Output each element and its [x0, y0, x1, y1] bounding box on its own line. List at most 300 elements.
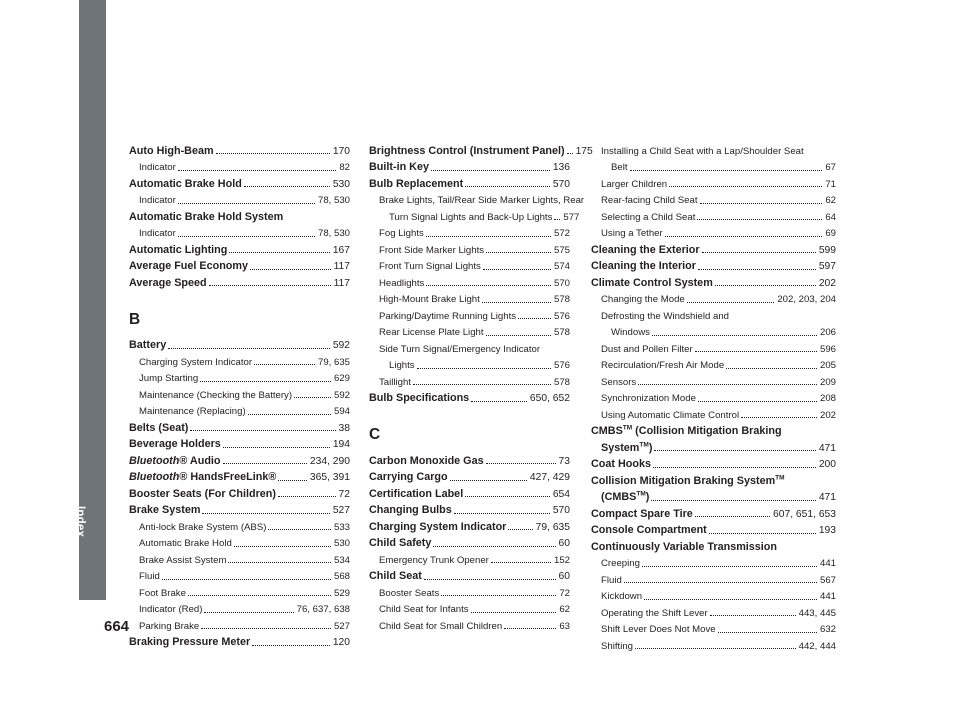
entry-page-ref: 73 — [558, 455, 570, 467]
entry-label: Coat Hooks — [591, 458, 651, 470]
leader-dots — [669, 186, 822, 187]
entry-label: Bluetooth® HandsFreeLink® — [129, 471, 277, 483]
entry-page-ref: 650, 652 — [529, 393, 570, 404]
leader-dots — [248, 414, 331, 415]
entry-page-ref: 607, 651, 653 — [773, 508, 836, 520]
entry-label: Indicator — [139, 228, 176, 239]
entry-label: Child Seat — [369, 570, 422, 582]
entry-label: Emergency Trunk Opener — [379, 554, 489, 566]
index-column-3 — [591, 140, 836, 652]
entry-label: Shift Lever Does Not Move — [601, 624, 716, 635]
entry-label: Climate Control System — [591, 276, 713, 289]
index-entry — [129, 582, 350, 599]
entry-page-ref: 578 — [553, 376, 570, 388]
index-entry — [591, 635, 836, 652]
index-entry — [369, 533, 570, 550]
leader-dots — [508, 529, 532, 530]
leader-dots — [483, 269, 551, 270]
index-entry — [591, 223, 836, 240]
leader-dots — [718, 632, 817, 633]
leader-dots — [638, 384, 817, 385]
leader-dots — [201, 628, 331, 629]
entry-page-ref: 427, 429 — [529, 472, 570, 483]
entry-page-ref: 534 — [333, 554, 350, 566]
leader-dots — [228, 562, 331, 563]
index-entry — [129, 140, 350, 157]
entry-label: Collision Mitigation Braking System™ — [591, 473, 785, 487]
entry-page-ref: 234, 290 — [309, 455, 350, 467]
entry-page-ref: 527 — [332, 505, 350, 516]
entry-label: Continuously Variable Transmission — [591, 540, 777, 553]
entry-label: Fluid — [139, 571, 160, 582]
index-entry — [591, 553, 836, 570]
index-entry — [591, 190, 836, 207]
index-entry — [591, 586, 836, 603]
entry-label: Average Speed — [129, 276, 207, 289]
leader-dots — [518, 318, 551, 319]
index-entry — [591, 173, 836, 190]
entry-label: Taillight — [379, 376, 411, 388]
index-entry — [591, 404, 836, 421]
entry-page-ref: 209 — [819, 376, 836, 388]
entry-page-ref: 205 — [819, 360, 836, 371]
entry-page-ref: 202 — [818, 277, 836, 289]
entry-page-ref: 471 — [818, 492, 836, 503]
index-entry — [591, 388, 836, 405]
entry-page-ref: 64 — [825, 211, 836, 223]
index-entry — [369, 500, 570, 517]
entry-label: Turn Signal Lights and Back-Up Lights — [389, 211, 553, 223]
entry-label: Bulb Replacement — [369, 177, 464, 190]
index-entry — [591, 239, 836, 256]
leader-dots — [504, 628, 556, 629]
leader-dots — [204, 612, 293, 613]
leader-dots — [216, 153, 330, 154]
index-entry — [129, 434, 350, 451]
entry-page-ref: 654 — [552, 488, 570, 500]
index-entry — [591, 140, 836, 157]
entry-label: Compact Spare Tire — [591, 507, 693, 520]
leader-dots — [465, 496, 550, 497]
leader-dots — [190, 430, 335, 431]
entry-page-ref: 67 — [825, 162, 836, 173]
entry-page-ref: 575 — [553, 244, 570, 256]
entry-label: Child Safety — [369, 537, 432, 549]
leader-dots — [741, 417, 817, 418]
entry-label: Child Seat for Small Children — [379, 620, 503, 632]
entry-label: Front Turn Signal Lights — [379, 261, 481, 272]
entry-page-ref: 570 — [552, 505, 570, 516]
leader-dots — [223, 447, 330, 448]
index-entry — [369, 206, 580, 223]
entry-label: Belts (Seat) — [129, 421, 189, 434]
entry-page-ref: 62 — [559, 604, 570, 615]
entry-page-ref: 60 — [558, 571, 570, 582]
entry-page-ref: 530 — [332, 178, 350, 190]
entry-page-ref: 578 — [553, 327, 570, 338]
entry-page-ref: 527 — [333, 620, 350, 632]
index-entry — [129, 566, 350, 583]
leader-dots — [698, 401, 817, 402]
entry-label: Rear License Plate Light — [379, 327, 484, 338]
entry-label: Indicator (Red) — [139, 604, 203, 615]
index-entry — [369, 190, 585, 207]
index-entry — [129, 157, 350, 174]
index-entry — [591, 289, 836, 306]
entry-page-ref: 167 — [332, 244, 350, 256]
leader-dots — [654, 450, 815, 451]
entry-label: Auto High-Beam — [129, 144, 214, 157]
entry-label: Fluid — [601, 574, 622, 586]
entry-page-ref: 69 — [825, 228, 836, 239]
entry-page-ref: 136 — [552, 162, 570, 173]
entry-label: Certification Label — [369, 487, 464, 500]
entry-page-ref: 572 — [553, 228, 570, 239]
index-entry — [369, 615, 570, 632]
index-entry — [591, 157, 836, 174]
index-entry — [369, 305, 570, 322]
entry-label: Automatic Lighting — [129, 243, 228, 256]
leader-dots — [250, 269, 331, 270]
entry-page-ref: 60 — [558, 538, 570, 549]
entry-page-ref: 78, 530 — [317, 195, 350, 206]
entry-label: Operating the Shift Lever — [601, 607, 708, 619]
index-entry — [129, 173, 350, 190]
entry-page-ref: 441 — [819, 591, 836, 602]
leader-dots — [665, 236, 823, 237]
entry-page-ref: 82 — [339, 162, 350, 173]
entry-page-ref: 568 — [333, 571, 350, 582]
leader-dots — [424, 579, 556, 580]
index-entry — [369, 157, 570, 174]
leader-dots — [209, 285, 331, 286]
index-entry — [591, 437, 836, 454]
entry-label: Anti-lock Brake System (ABS) — [139, 521, 267, 533]
entry-page-ref: 471 — [818, 442, 836, 454]
leader-dots — [178, 236, 315, 237]
index-entry — [369, 371, 570, 388]
entry-page-ref: 79, 635 — [535, 521, 570, 533]
index-entry — [591, 206, 836, 223]
entry-label: Brightness Control (Instrument Panel) — [369, 144, 565, 157]
entry-label: Automatic Brake Hold System — [129, 210, 284, 223]
leader-dots — [653, 467, 816, 468]
index-entry — [129, 500, 350, 517]
leader-dots — [278, 496, 336, 497]
entry-label: Carbon Monoxide Gas — [369, 454, 484, 467]
leader-dots — [486, 252, 551, 253]
entry-label: Changing the Mode — [601, 294, 685, 305]
entry-label: Dust and Pollen Filter — [601, 343, 693, 355]
entry-label: Parking/Daytime Running Lights — [379, 310, 517, 322]
entry-page-ref: 79, 635 — [317, 356, 350, 368]
entry-label: (CMBS™) — [601, 490, 650, 503]
leader-dots — [726, 368, 817, 369]
entry-label: Braking Pressure Meter — [129, 636, 251, 648]
entry-page-ref: 594 — [333, 406, 350, 417]
index-entry — [591, 503, 836, 520]
entry-label: Kickdown — [601, 591, 643, 602]
entry-label: Foot Brake — [139, 587, 186, 599]
index-entry — [129, 599, 350, 616]
leader-dots — [715, 285, 816, 286]
index-entry — [369, 599, 570, 616]
entry-page-ref: 202, 203, 204 — [777, 294, 836, 305]
index-entry — [369, 173, 570, 190]
entry-page-ref: 120 — [332, 637, 350, 648]
index-entry — [369, 322, 570, 339]
index-entry — [369, 467, 570, 484]
leader-dots — [252, 645, 330, 646]
index-entry — [129, 351, 350, 368]
entry-label: Jump Starting — [139, 373, 199, 384]
leader-dots — [695, 351, 817, 352]
entry-label: Installing a Child Seat with a Lap/Shoulder Seat — [601, 145, 804, 157]
leader-dots — [268, 529, 331, 530]
leader-dots — [234, 546, 331, 547]
entry-page-ref: 365, 391 — [309, 472, 350, 483]
leader-dots — [644, 599, 817, 600]
leader-dots — [431, 170, 550, 171]
leader-dots — [554, 219, 560, 220]
leader-dots — [698, 269, 816, 270]
entry-page-ref: 38 — [338, 422, 350, 434]
index-entry — [129, 384, 350, 401]
leader-dots — [426, 285, 551, 286]
entry-page-ref: 78, 530 — [317, 228, 350, 239]
index-entry — [591, 536, 836, 553]
entry-label: Indicator — [139, 162, 176, 173]
entry-label: Fog Lights — [379, 228, 424, 239]
index-entry — [129, 256, 350, 273]
entry-label: Side Turn Signal/Emergency Indicator — [379, 343, 541, 355]
index-entry — [129, 401, 350, 418]
entry-page-ref: 63 — [559, 620, 570, 632]
index-entry — [369, 483, 570, 500]
index-entry — [591, 421, 836, 438]
index-entry — [369, 256, 570, 273]
leader-dots — [223, 463, 307, 464]
index-entry — [591, 371, 836, 388]
index-entry — [591, 305, 836, 322]
leader-dots — [471, 612, 557, 613]
leader-dots — [178, 203, 315, 204]
entry-page-ref: 592 — [333, 389, 350, 401]
leader-dots — [709, 533, 816, 534]
leader-dots — [433, 546, 555, 547]
entry-page-ref: 592 — [332, 340, 350, 351]
leader-dots — [651, 500, 815, 501]
entry-page-ref: 442, 444 — [798, 640, 836, 652]
leader-dots — [700, 203, 823, 204]
entry-page-ref: 597 — [818, 261, 836, 272]
entry-label: Shifting — [601, 640, 633, 652]
leader-dots — [441, 595, 556, 596]
page-number: 664 — [104, 618, 130, 635]
entry-page-ref: 175 — [575, 145, 593, 157]
entry-page-ref: 574 — [553, 261, 570, 272]
entry-label: Synchronization Mode — [601, 393, 696, 404]
index-entry — [129, 335, 350, 352]
index-entry — [591, 355, 836, 372]
entry-label: Bulb Specifications — [369, 392, 470, 404]
entry-page-ref: 529 — [333, 587, 350, 599]
leader-dots — [624, 582, 817, 583]
entry-label: Lights — [389, 360, 415, 371]
entry-page-ref: 117 — [333, 261, 350, 272]
entry-label: Average Fuel Economy — [129, 260, 249, 272]
index-entry — [369, 582, 570, 599]
index-entry — [129, 417, 350, 434]
index-entry — [129, 450, 350, 467]
index-entry — [591, 470, 836, 487]
leader-dots — [486, 335, 551, 336]
leader-dots — [630, 170, 823, 171]
entry-page-ref: 202 — [819, 409, 836, 421]
index-entry — [369, 272, 570, 289]
leader-dots — [426, 236, 551, 237]
section-heading-c: C — [369, 426, 381, 443]
entry-page-ref: 570 — [553, 277, 570, 289]
index-entry — [129, 632, 350, 649]
leader-dots — [450, 480, 527, 481]
index-entry — [129, 190, 350, 207]
index-entry — [129, 223, 350, 240]
entry-label: Maintenance (Checking the Battery) — [139, 389, 293, 401]
leader-dots — [471, 401, 527, 402]
leader-dots — [482, 302, 551, 303]
entry-page-ref: 170 — [332, 145, 350, 157]
entry-page-ref: 596 — [819, 343, 836, 355]
index-entry — [129, 368, 350, 385]
leader-dots — [695, 516, 770, 517]
leader-dots — [652, 335, 817, 336]
entry-label: Automatic Brake Hold — [139, 538, 232, 549]
entry-page-ref: 533 — [333, 521, 350, 533]
entry-page-ref: 530 — [333, 538, 350, 549]
index-entry — [369, 355, 570, 372]
entry-label: Brake Lights, Tail/Rear Side Marker Lights, Rear — [379, 195, 585, 206]
leader-dots — [486, 463, 556, 464]
index-entry — [591, 256, 836, 273]
index-entry — [129, 516, 350, 533]
index-entry — [129, 467, 350, 484]
entry-label: System™) — [601, 440, 653, 454]
entry-label: Console Compartment — [591, 524, 707, 536]
leader-dots — [465, 186, 550, 187]
entry-page-ref: 62 — [825, 195, 836, 206]
entry-page-ref: 71 — [825, 178, 836, 190]
leader-dots — [202, 513, 329, 514]
entry-label: Creeping — [601, 558, 640, 569]
index-entry — [129, 483, 350, 500]
entry-page-ref: 200 — [818, 459, 836, 470]
entry-page-ref: 72 — [338, 488, 350, 500]
entry-label: Cleaning the Exterior — [591, 243, 700, 256]
entry-label: CMBS™ (Collision Mitigation Braking — [591, 424, 782, 437]
index-entry — [129, 533, 350, 550]
entry-page-ref: 577 — [563, 211, 580, 223]
index-entry — [369, 388, 570, 405]
entry-label: Charging System Indicator — [139, 356, 253, 368]
index-entry — [591, 322, 836, 339]
leader-dots — [687, 302, 775, 303]
entry-page-ref: 117 — [333, 277, 350, 289]
index-entry — [591, 487, 836, 504]
entry-page-ref: 206 — [819, 327, 836, 338]
index-entry — [129, 206, 350, 223]
entry-page-ref: 72 — [559, 587, 570, 599]
entry-page-ref: 599 — [818, 244, 836, 256]
index-entry — [129, 272, 350, 289]
entry-page-ref: 208 — [819, 393, 836, 404]
entry-label: Indicator — [139, 195, 176, 206]
index-tab-label: Index — [74, 506, 86, 538]
leader-dots — [294, 397, 331, 398]
entry-label: Carrying Cargo — [369, 471, 448, 483]
index-entry — [369, 223, 570, 240]
entry-label: Front Side Marker Lights — [379, 244, 485, 256]
leader-dots — [178, 170, 337, 171]
leader-dots — [697, 219, 822, 220]
index-entry — [369, 140, 593, 157]
index-entry — [591, 619, 836, 636]
leader-dots — [413, 384, 551, 385]
index-entry — [591, 602, 836, 619]
entry-page-ref: 578 — [553, 294, 570, 305]
entry-page-ref: 576 — [553, 310, 570, 322]
leader-dots — [188, 595, 331, 596]
entry-label: Booster Seats — [379, 587, 440, 599]
entry-label: Windows — [611, 327, 650, 338]
entry-page-ref: 193 — [818, 525, 836, 536]
index-column-1 — [129, 140, 350, 648]
entry-label: Charging System Indicator — [369, 520, 507, 533]
entry-label: Built-in Key — [369, 161, 429, 173]
entry-page-ref: 194 — [332, 439, 350, 450]
entry-label: Defrosting the Windshield and — [601, 310, 729, 322]
entry-page-ref: 570 — [552, 178, 570, 190]
entry-label: Sensors — [601, 376, 637, 388]
entry-page-ref: 629 — [333, 373, 350, 384]
index-entry — [369, 516, 570, 533]
entry-page-ref: 443, 445 — [798, 607, 836, 619]
entry-label: Brake Assist System — [139, 554, 227, 566]
index-entry — [129, 549, 350, 566]
entry-label: Larger Children — [601, 178, 668, 190]
index-entry — [369, 566, 570, 583]
index-column-2 — [369, 140, 593, 632]
index-entry — [369, 338, 570, 355]
leader-dots — [278, 480, 307, 481]
entry-page-ref: 152 — [553, 554, 570, 566]
entry-label: Battery — [129, 339, 167, 351]
entry-label: Child Seat for Infants — [379, 604, 469, 615]
entry-label: Bluetooth® Audio — [129, 454, 221, 467]
leader-dots — [168, 348, 330, 349]
entry-label: Automatic Brake Hold — [129, 177, 242, 190]
entry-label: Cleaning the Interior — [591, 260, 696, 272]
entry-label: Booster Seats (For Children) — [129, 487, 276, 500]
leader-dots — [635, 648, 796, 649]
index-entry — [591, 454, 836, 471]
entry-label: Belt — [611, 162, 628, 173]
index-entry — [369, 239, 570, 256]
index-entry — [129, 615, 350, 632]
leader-dots — [642, 566, 817, 567]
entry-page-ref: 441 — [819, 558, 836, 569]
index-entry — [591, 520, 836, 537]
